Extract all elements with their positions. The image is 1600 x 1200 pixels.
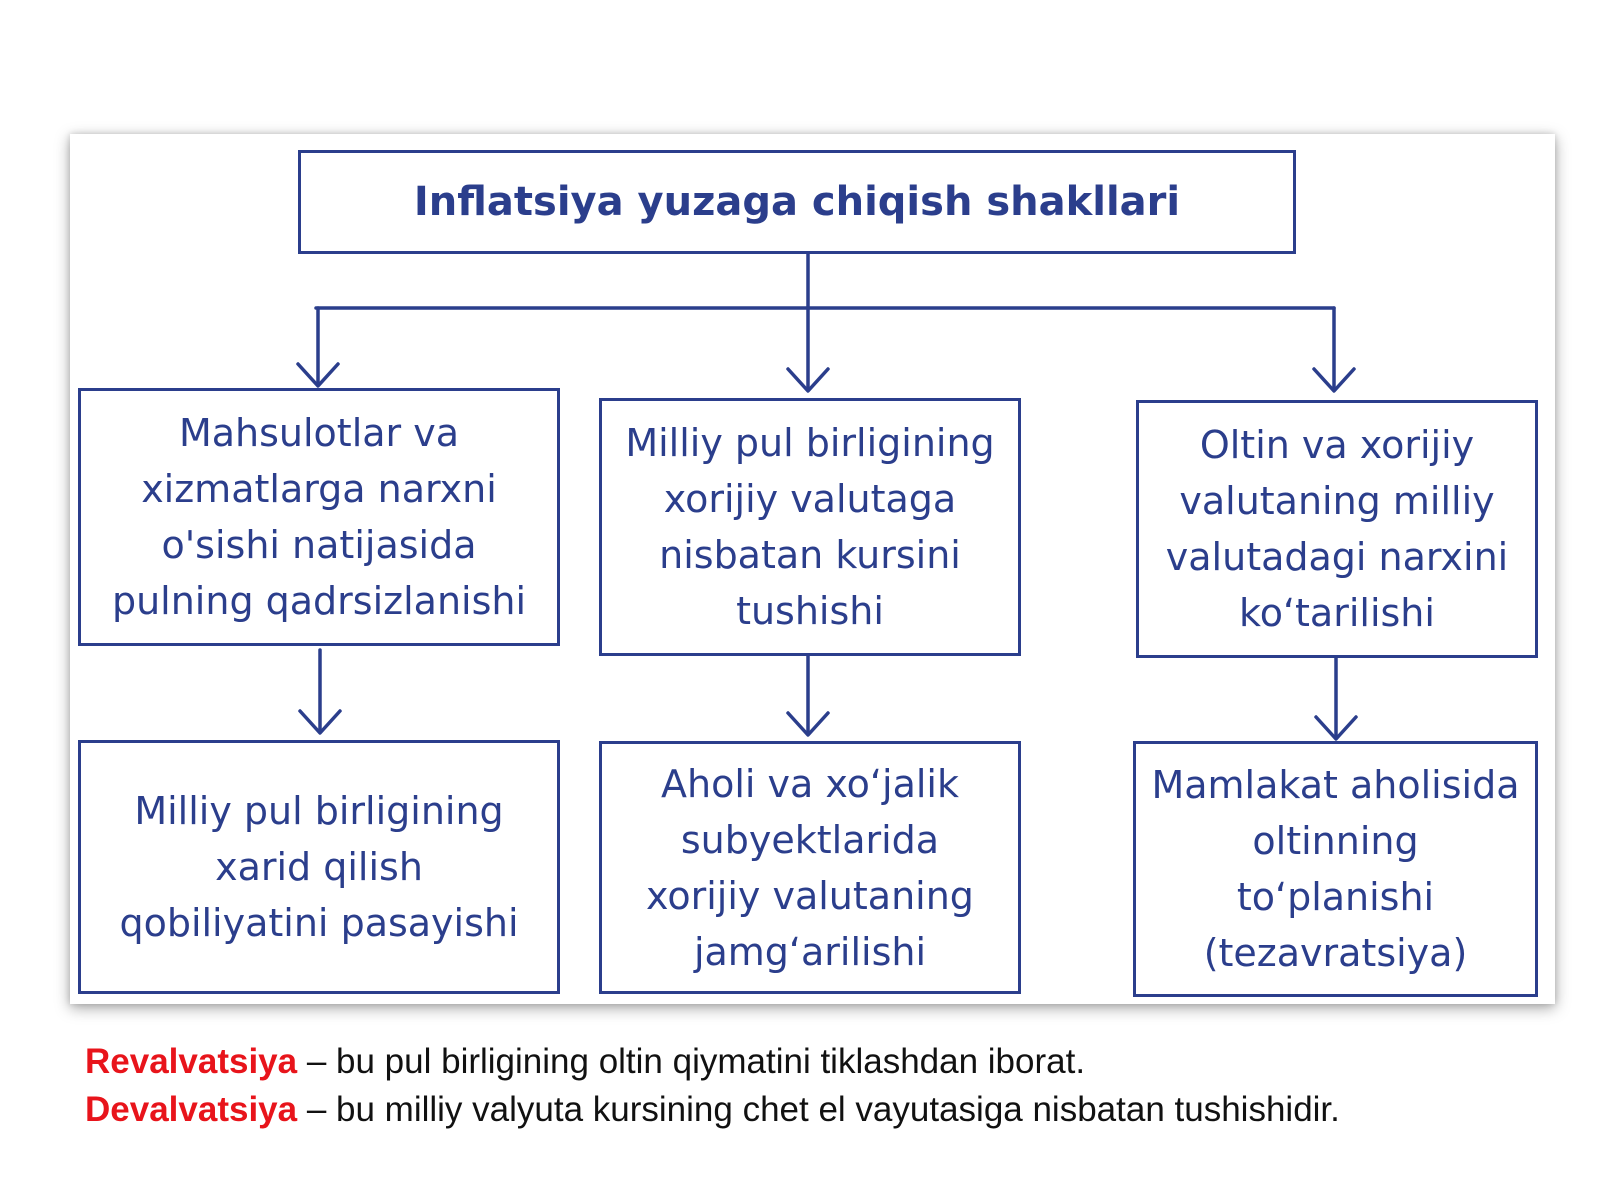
- definition-text-revalvatsiya: – bu pul birligining oltin qiymatini tiklashdan iborat.: [297, 1042, 1086, 1081]
- definition-text-devalvatsiya: – bu milliy valyuta kursining chet el vayutasiga nisbatan tushishidir.: [297, 1090, 1340, 1129]
- node-valuta-jamgarilishi: Aholi va xo‘jalik subyektlarida xorijiy valutaning jamg‘arilishi: [599, 741, 1021, 994]
- node-oltin-valuta: Oltin va xorijiy valutaning milliy valutadagi narxini ko‘tarilishi: [1136, 400, 1538, 658]
- term-devalvatsiya: Devalvatsiya: [85, 1090, 298, 1129]
- node-xarid-qobiliyati: Milliy pul birligining xarid qilish qobiliyatini pasayishi: [78, 740, 560, 994]
- term-revalvatsiya: Revalvatsiya: [85, 1042, 298, 1081]
- definition-devalvatsiya: [85, 1090, 1340, 1130]
- definition-revalvatsiya: [85, 1042, 1085, 1082]
- node-tezavratsiya: Mamlakat aholisida oltinning to‘planishi (tezavratsiya): [1133, 741, 1538, 997]
- diagram-title-box: Inflatsiya yuzaga chiqish shakllari: [298, 150, 1296, 254]
- node-milliy-pul-kurs: Milliy pul birligining xorijiy valutaga nisbatan kursini tushishi: [599, 398, 1021, 656]
- node-mahsulotlar: Mahsulotlar va xizmatlarga narxni o'sishi natijasida pulning qadrsizlanishi: [78, 388, 560, 646]
